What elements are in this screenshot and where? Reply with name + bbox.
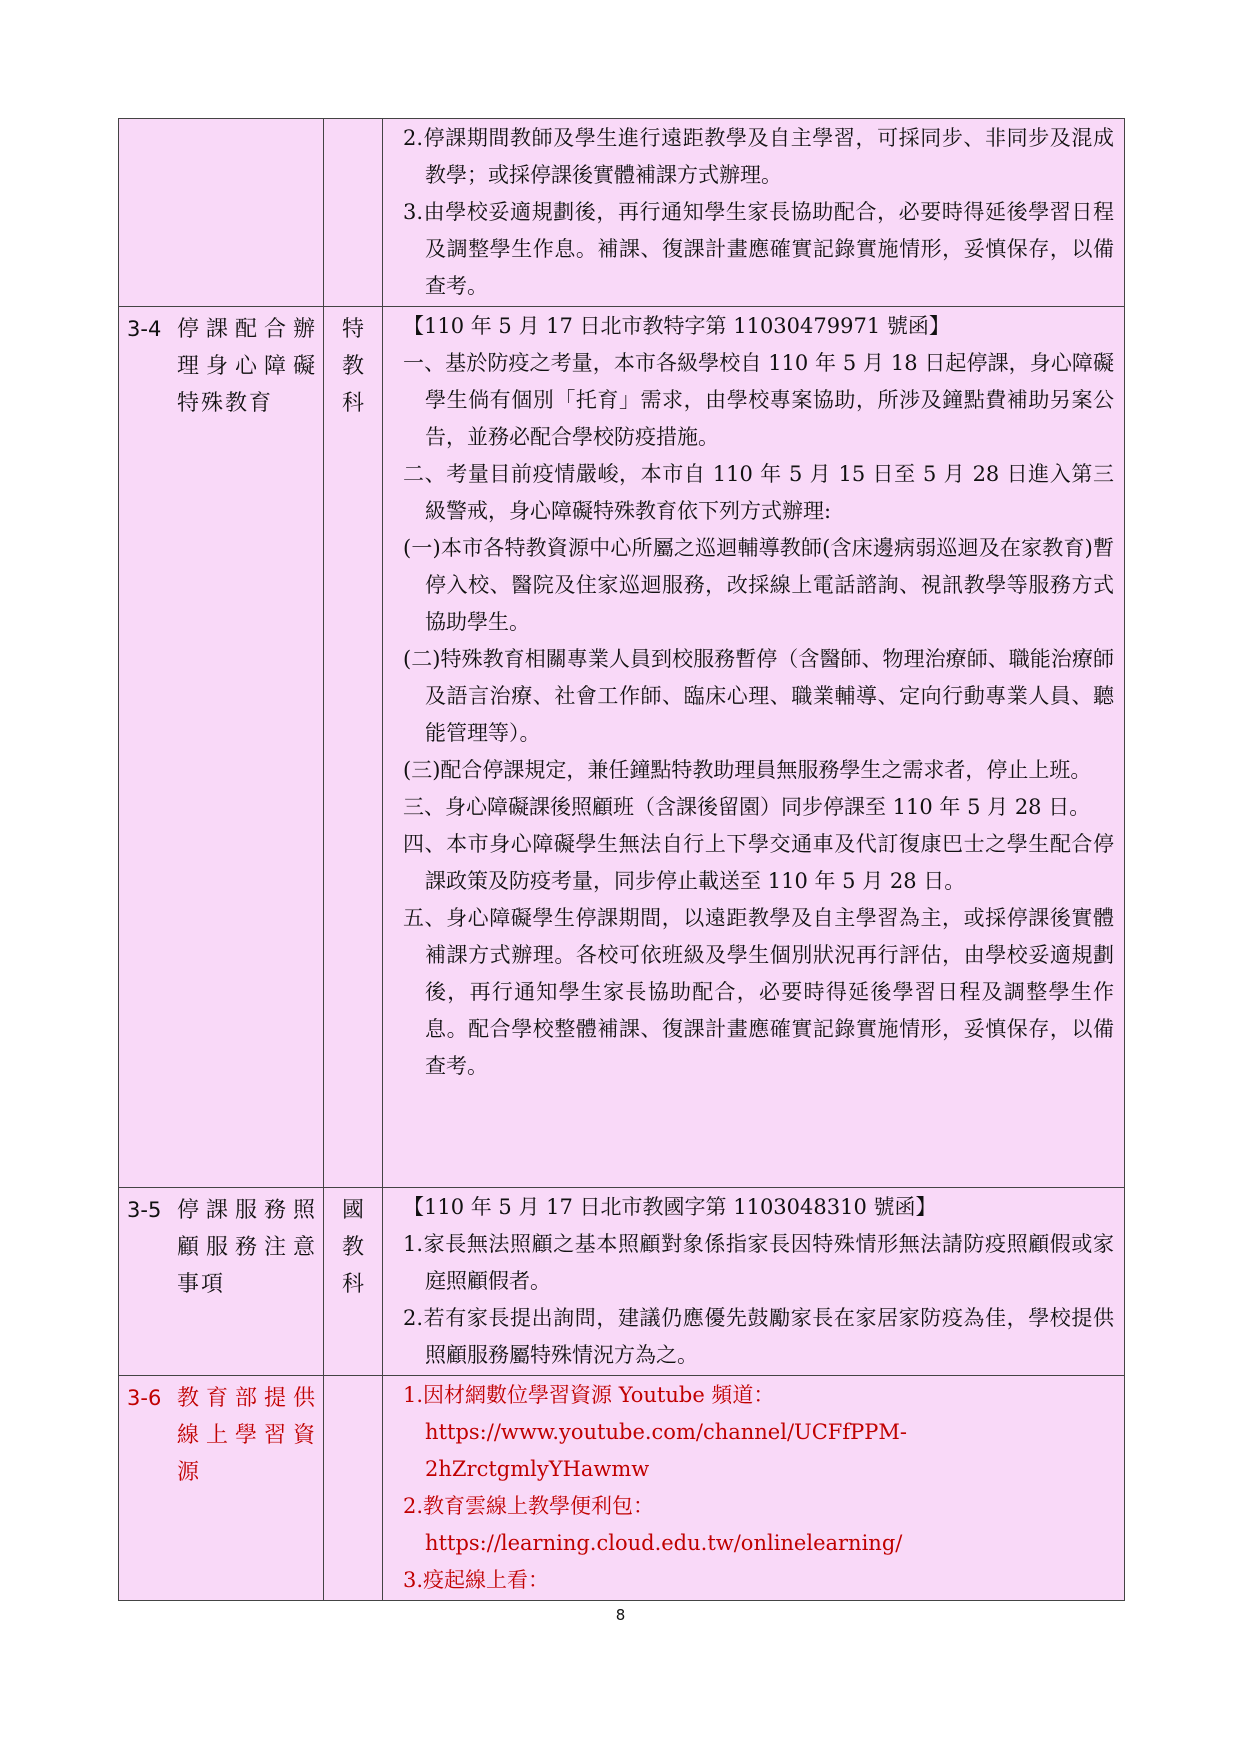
unit-label: [324, 1376, 382, 1380]
resource-link[interactable]: https://learning.cloud.edu.tw/onlinelearning/: [425, 1531, 903, 1555]
content-paragraph: 1.因材網數位學習資源 Youtube 頻道：: [403, 1383, 775, 1407]
content-cell: [383, 307, 1125, 1188]
table-row: [119, 1188, 1125, 1376]
resource-link[interactable]: https://www.youtube.com/channel/UCFfPPM-2hZrctgmlyYHawmw: [425, 1420, 907, 1481]
content-paragraph: 2.教育雲線上教學便利包：: [403, 1494, 655, 1518]
item-cell: [119, 307, 324, 1188]
content-paragraph: (三)配合停課規定，兼任鐘點特教助理員無服務學生之需求者，停止上班。: [403, 758, 1092, 782]
content-paragraph: 一、基於防疫之考量，本市各級學校自 110 年 5 月 18 日起停課，身心障礙學生倘有個別「托育」需求，由學校專案協助，所涉及鐘點費補助另案公告，並務必配合學校防疫措施。: [403, 351, 1114, 449]
content-paragraph: 五、身心障礙學生停課期間，以遠距教學及自主學習為主，或採停課後實體補課方式辦理。各校可依班級及學生個別狀況再行評估，由學校妥適規劃後，再行通知學生家長協助配合，必要時得延後學習日程及調整學生作息。配合學校整體補課、復課計畫應確實記錄實施情形，妥慎保存，以備查考。: [403, 906, 1114, 1078]
page-number: 8: [615, 1606, 626, 1624]
item-name: 停課配合辦理身心障礙特殊教育: [177, 317, 317, 416]
unit-label: 國教科: [341, 1198, 364, 1297]
content-paragraph: (一)本市各特教資源中心所屬之巡迴輔導教師(含床邊病弱巡迴及在家教育)暫停入校、醫院及住家巡迴服務，改採線上電話諮詢、視訊教學等服務方式協助學生。: [403, 536, 1114, 634]
content-paragraph: 3.疫起線上看：: [403, 1568, 550, 1592]
content-paragraph: 2.若有家長提出詢問，建議仍應優先鼓勵家長在家居家防疫為佳，學校提供照顧服務屬特殊情況方為之。: [403, 1306, 1114, 1367]
content-paragraph: 四、本市身心障礙學生無法自行上下學交通車及代訂復康巴士之學生配合停課政策及防疫考量，同步停止載送至 110 年 5 月 28 日。: [403, 832, 1114, 893]
document-reference: 【110 年 5 月 17 日北市教國字第 1103048310 號函】: [403, 1195, 937, 1219]
unit-cell: [324, 119, 383, 307]
content-cell: [383, 119, 1125, 307]
content-cell: [383, 1188, 1125, 1376]
content-paragraph: (二)特殊教育相關專業人員到校服務暫停（含醫師、物理治療師、職能治療師及語言治療、社會工作師、臨床心理、職業輔導、定向行動專業人員、聽能管理等）。: [403, 647, 1114, 745]
item-cell: [119, 1188, 324, 1376]
unit-cell: [324, 1188, 383, 1376]
item-name: 停課服務照顧服務注意事項: [177, 1198, 317, 1297]
unit-label: [324, 119, 382, 123]
content-cell: [383, 1376, 1125, 1601]
item-number: 3-6: [127, 1386, 162, 1410]
item-number: 3-5: [127, 1198, 162, 1222]
unit-cell: [324, 1376, 383, 1601]
unit-label: 特教科: [341, 317, 364, 416]
table-row: [119, 307, 1125, 1188]
content-paragraph: 二、考量目前疫情嚴峻，本市自 110 年 5 月 15 日至 5 月 28 日進入第三級警戒，身心障礙特殊教育依下列方式辦理:: [403, 462, 1114, 523]
table-row: [119, 119, 1125, 307]
document-reference: 【110 年 5 月 17 日北市教特字第 11030479971 號函】: [403, 314, 950, 338]
table-row: [119, 1376, 1125, 1601]
unit-cell: [324, 307, 383, 1188]
content-paragraph: 2.停課期間教師及學生進行遠距教學及自主學習，可採同步、非同步及混成教學；或採停課後實體補課方式辦理。: [403, 126, 1114, 187]
document-table: [118, 118, 1125, 1601]
item-cell: [119, 1376, 324, 1601]
content-paragraph: 1.家長無法照顧之基本照顧對象係指家長因特殊情形無法請防疫照顧假或家庭照顧假者。: [403, 1232, 1114, 1293]
item-name: 教育部提供線上學習資源: [177, 1386, 317, 1485]
item-number: 3-4: [127, 317, 162, 341]
content-paragraph: 3.由學校妥適規劃後，再行通知學生家長協助配合，必要時得延後學習日程及調整學生作息。補課、復課計畫應確實記錄實施情形，妥慎保存，以備查考。: [403, 200, 1114, 298]
content-paragraph: 三、身心障礙課後照顧班（含課後留園）同步停課至 110 年 5 月 28 日。: [403, 795, 1091, 819]
item-cell: [119, 119, 324, 307]
